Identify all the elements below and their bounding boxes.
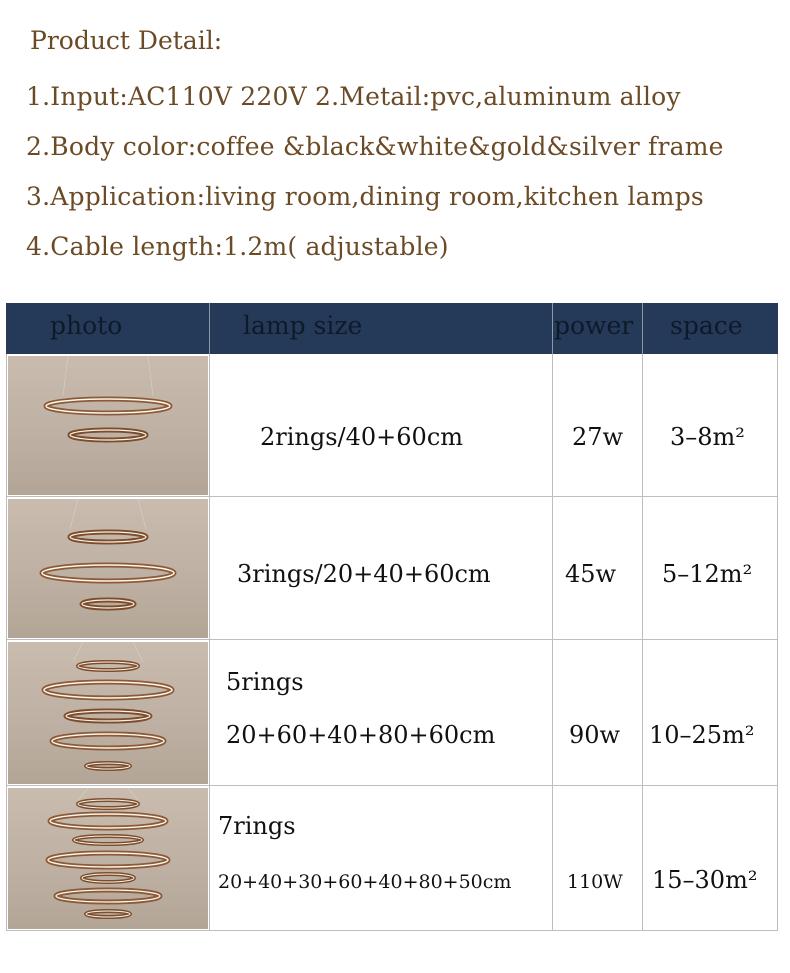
header-divider [552,303,553,354]
header-divider [642,303,643,354]
pendant-rings-image [8,788,208,929]
row-power: 90w [569,721,621,749]
grid-line [6,930,778,931]
lamp-photo-2-rings [8,356,208,495]
row-lamp-size: 20+60+40+80+60cm [226,721,496,749]
grid-line [6,354,7,931]
row-power: 110W [567,871,623,893]
row-rings: 5rings [226,668,304,696]
table-header [6,303,778,354]
row-space: 15–30m² [652,866,758,894]
spec-table [6,303,778,931]
detail-line-application: 3.Application:living room,dining room,kitchen lamps [26,182,704,211]
row-lamp-size: 3rings/20+40+60cm [237,560,491,588]
lamp-photo-7-rings [8,788,208,929]
row-power: 27w [572,423,624,451]
detail-line-input: 1.Input:AC110V 220V 2.Metail:pvc,aluminum alloy [26,82,681,111]
grid-line [552,354,553,931]
detail-line-cable-length: 4.Cable length:1.2m( adjustable) [26,232,449,261]
row-power: 45w [565,560,617,588]
row-lamp-size: 2rings/40+60cm [260,423,464,451]
lamp-photo-5-rings [8,642,208,784]
grid-line [642,354,643,931]
product-detail-title: Product Detail: [30,26,223,55]
header-power: power [554,311,634,340]
row-space: 5–12m² [662,560,753,588]
grid-line [6,785,778,786]
grid-line [777,354,778,931]
header-photo: photo [50,311,123,340]
detail-line-body-color: 2.Body color:coffee &black&white&gold&silver frame [26,132,724,161]
header-space: space [670,311,743,340]
pendant-rings-image [8,499,208,638]
grid-line [6,639,778,640]
header-lamp-size: lamp size [243,311,363,340]
grid-line [6,496,778,497]
lamp-photo-3-rings [8,499,208,638]
pendant-rings-image [8,356,208,495]
row-space: 10–25m² [649,721,755,749]
pendant-rings-image [8,642,208,784]
row-space: 3–8m² [670,423,745,451]
row-rings: 7rings [218,812,296,840]
header-divider [209,303,210,354]
row-lamp-size: 20+40+30+60+40+80+50cm [218,871,512,893]
grid-line [209,354,210,931]
